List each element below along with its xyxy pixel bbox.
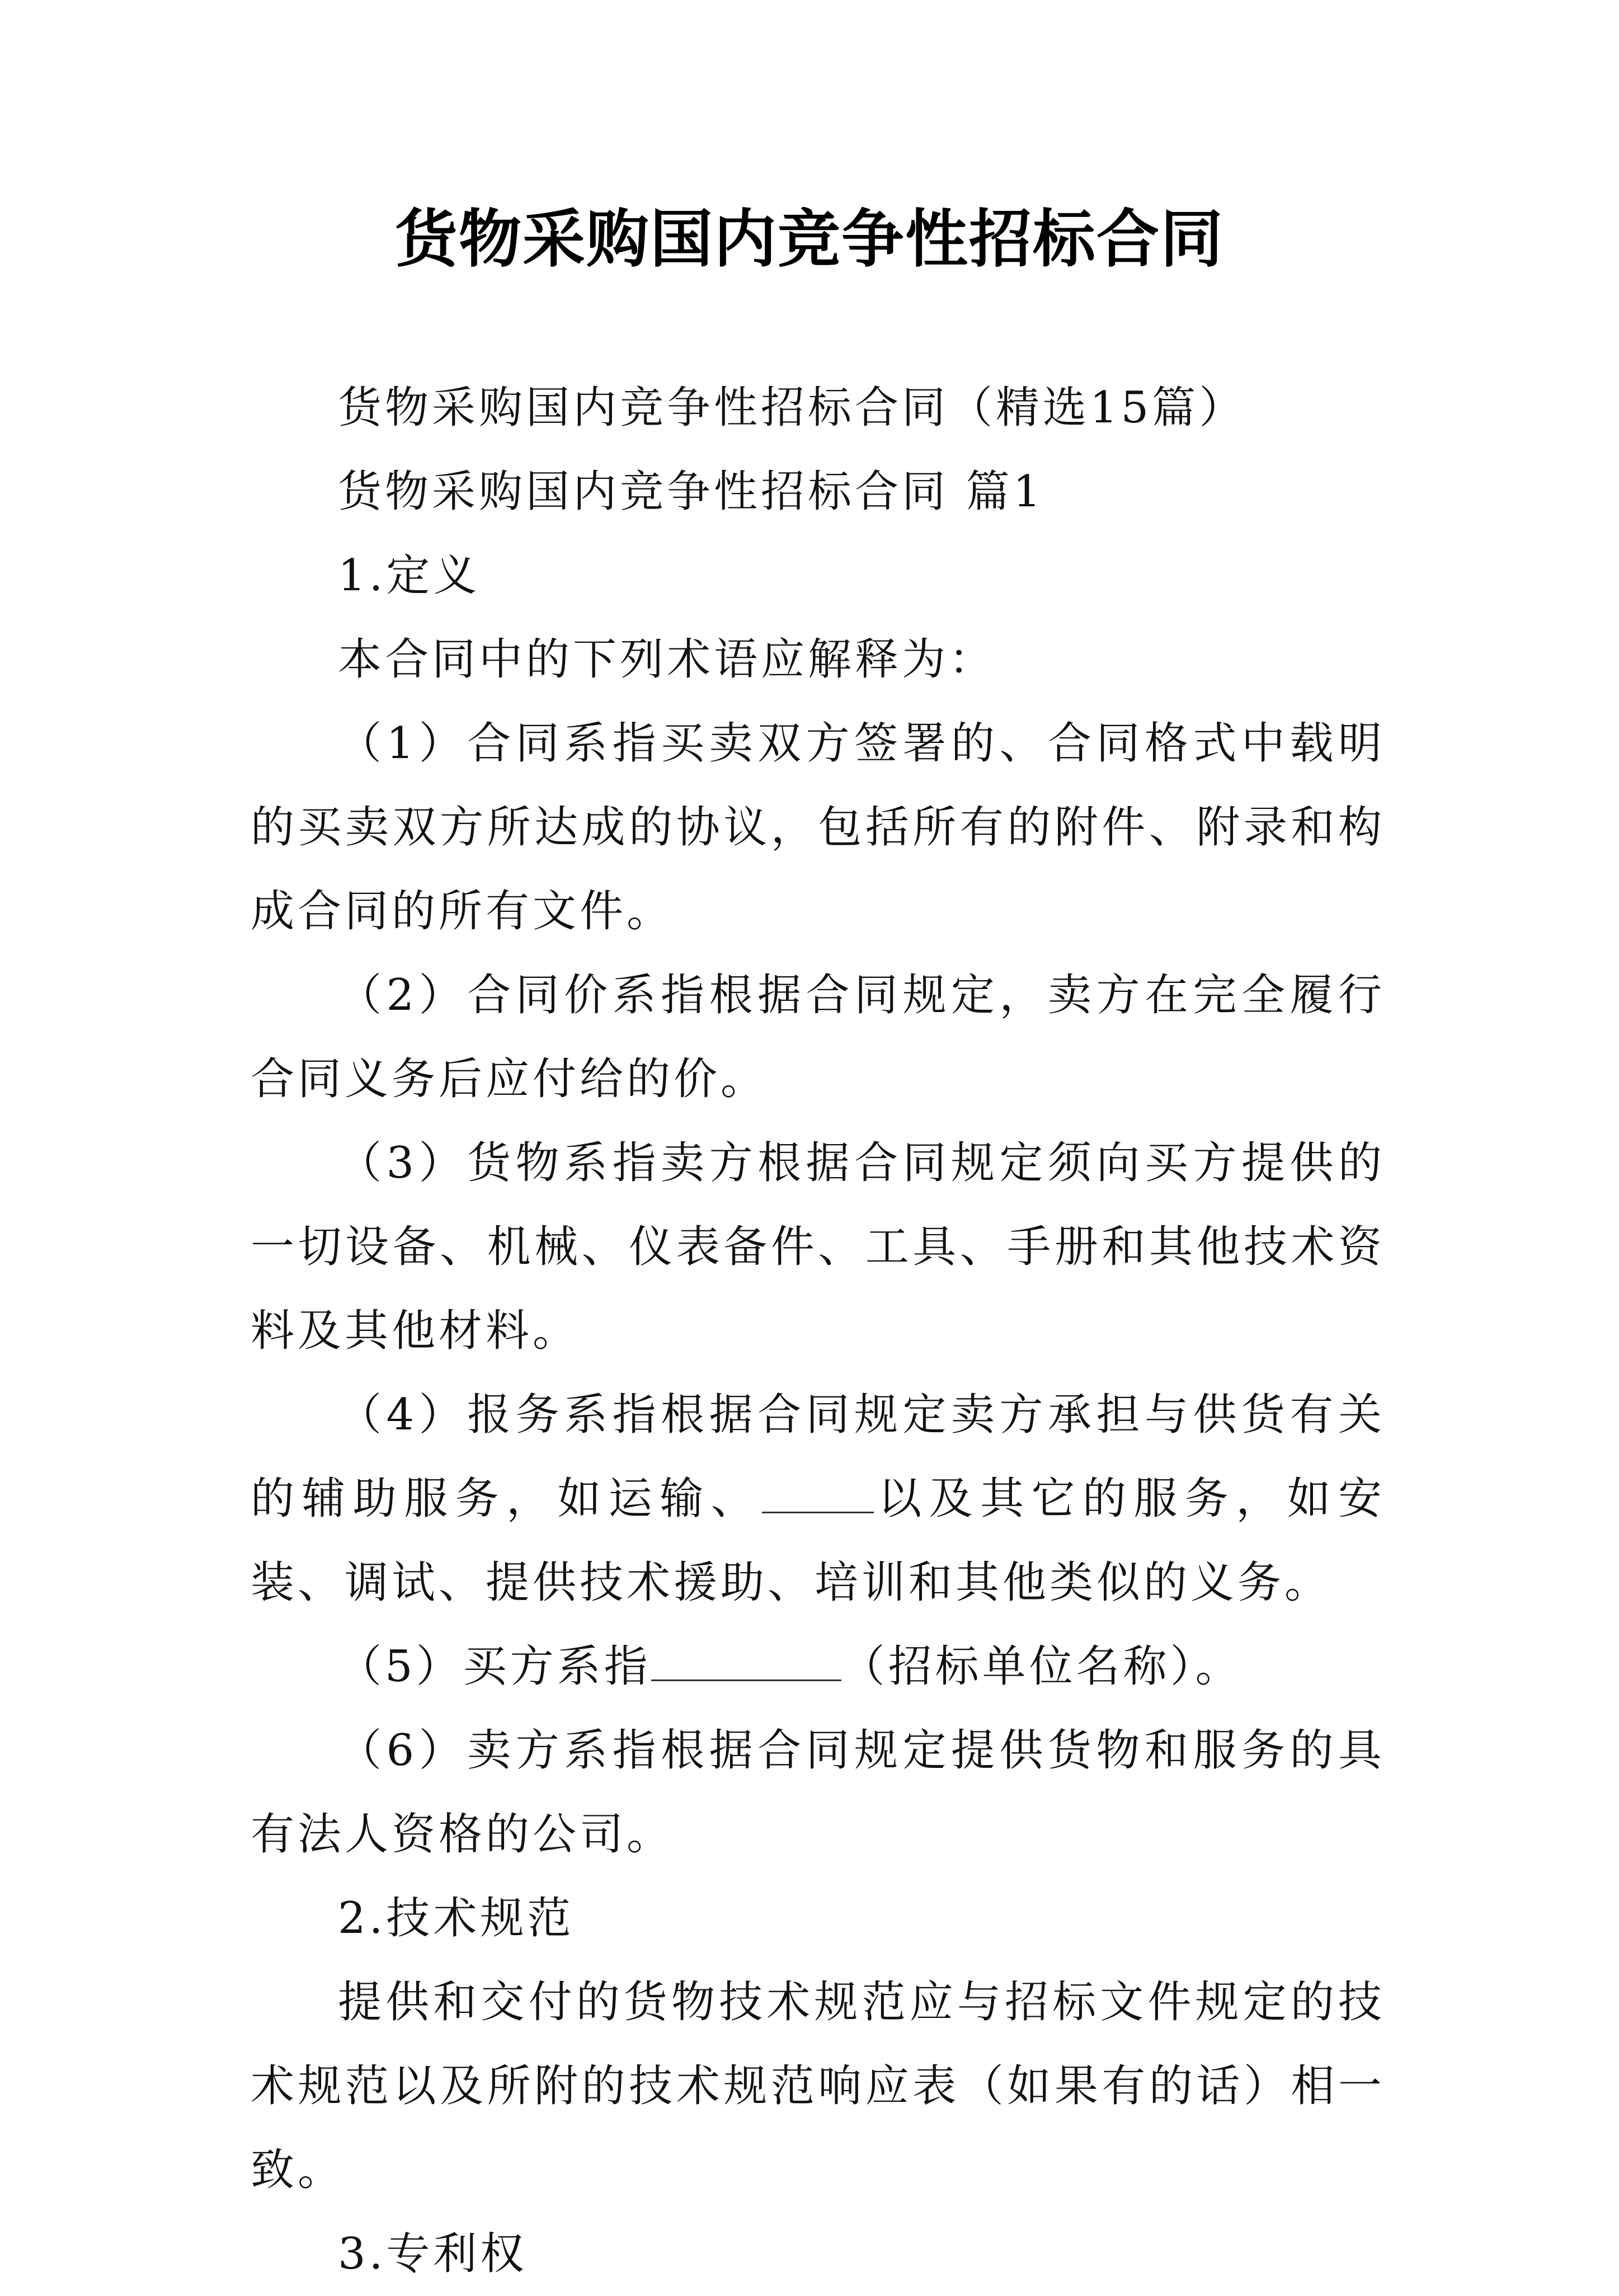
section-heading-part-1: 货物采购国内竞争性招标合同 篇1 [338,467,1044,517]
clause-heading-definitions: 1.定义 [338,551,481,601]
document-subtitle: 货物采购国内竞争性招标合同（精选15篇） [338,383,1246,433]
clause-heading-patent: 3.专利权 [338,2229,528,2279]
definition-buyer [251,1625,1385,1709]
definition-contract-price: （2）合同价系指根据合同规定，卖方在完全履行合同义务后应付给的价。 [251,970,1385,1104]
definition-goods: （3）货物系指卖方根据合同规定须向买方提供的一切设备、机械、仪表备件、工具、手册和其他技术资料及其他材料。 [251,1138,1385,1356]
definition-contract: （1）合同系指买卖双方签署的、合同格式中载明的买卖双方所达成的协议，包括所有的附件、附录和构成合同的所有文件。 [251,718,1385,937]
document-title: 货物采购国内竞争性招标合同 [395,203,1224,276]
paragraph: 提供和交付的货物技术规范应与招标文件规定的技术规范以及所附的技术规范响应表（如果有的话）相一致。 [251,1977,1385,2195]
definition-seller: （6）卖方系指根据合同规定提供货物和服务的具有法人资格的公司。 [251,1725,1385,1860]
definition-buyer-text-after: （招标单位名称）。 [841,1641,1243,1692]
definition-services [251,1373,1385,1625]
fill-in-blank [651,1629,841,1681]
paragraph: 本合同中的下列术语应解释为： [338,634,996,685]
definition-buyer-text-before: （5）买方系指 [338,1641,651,1692]
document-body [251,366,1385,2296]
definition-services-text-after: 以及其它的服务，如安装、调试、提供技术援助、培训和其他类似的义务。 [251,1474,1385,1608]
fill-in-blank [762,1461,874,1513]
clause-heading-technical-specs: 2.技术规范 [338,1893,575,1944]
definition-services-text-before: （4）报务系指根据合同规定卖方承担与供货有关的辅助服务，如运输、 [251,1390,1385,1524]
